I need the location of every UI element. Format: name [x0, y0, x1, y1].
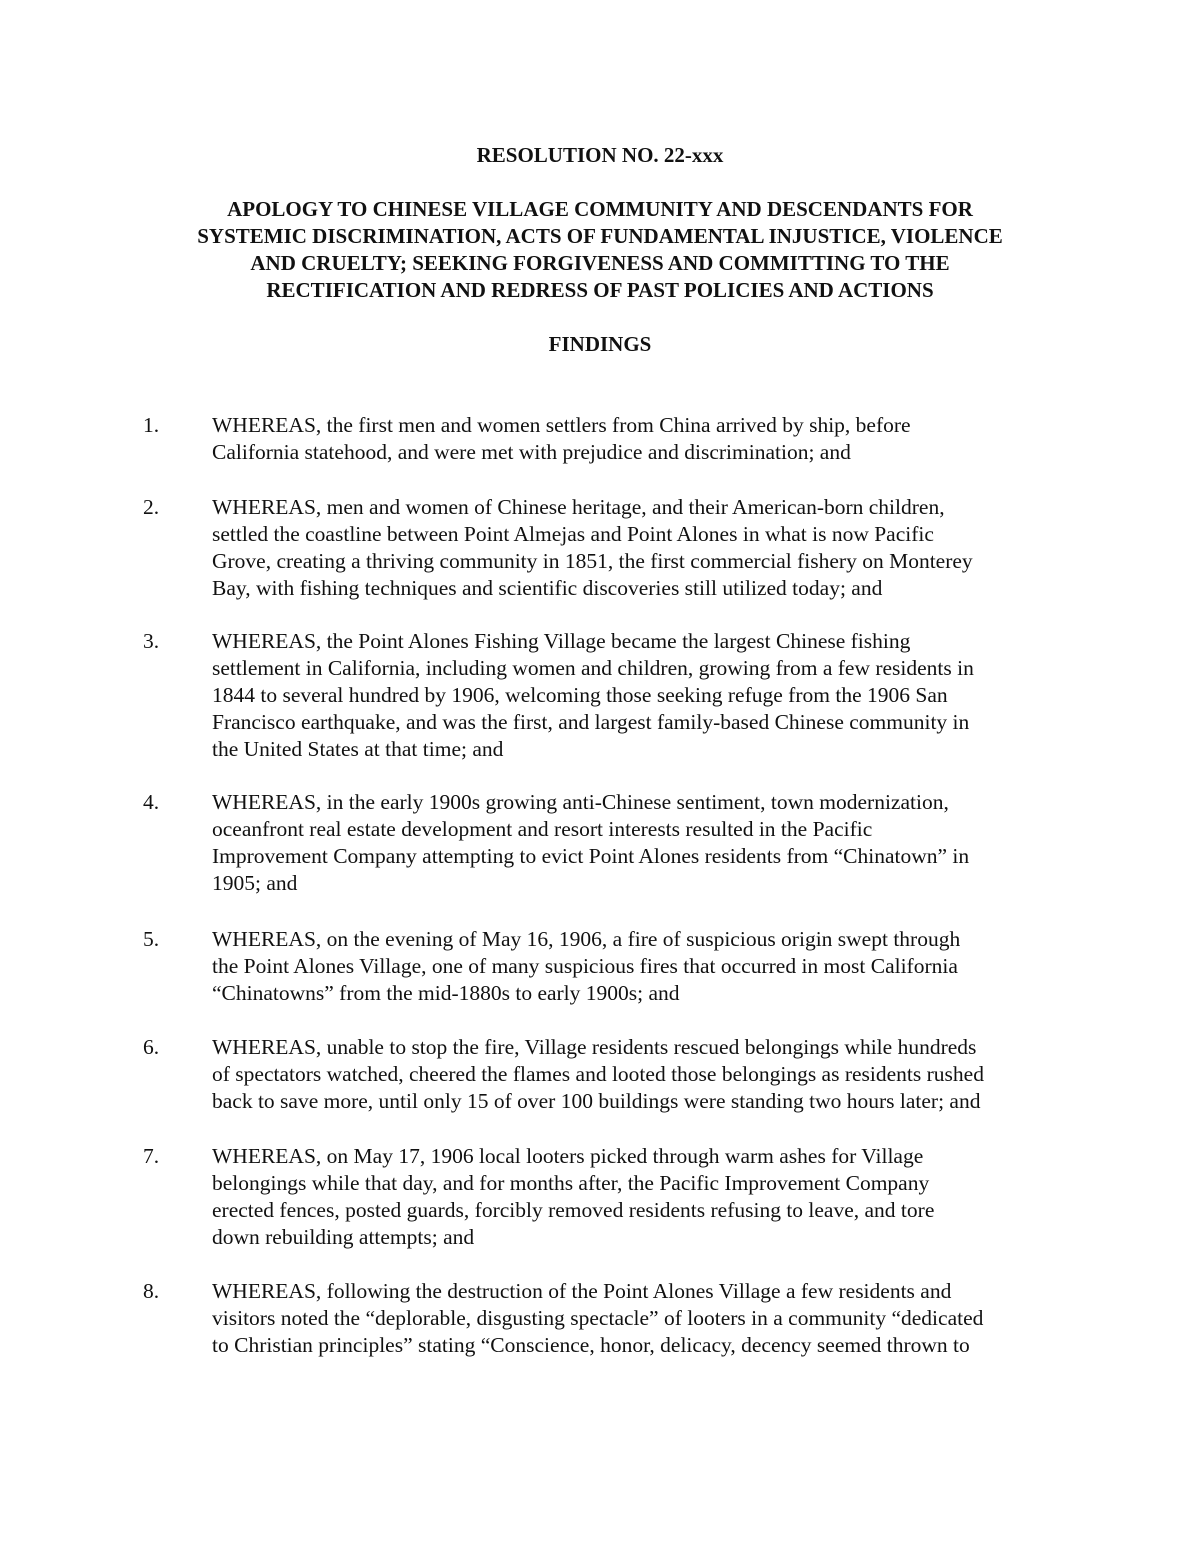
finding-line: Francisco earthquake, and was the first, and largest family-based Chinese community in	[212, 710, 970, 734]
finding-number: 4.	[143, 790, 160, 814]
finding-line: the Point Alones Village, one of many suspicious fires that occurred in most California	[212, 954, 958, 978]
finding-text	[212, 1034, 984, 1115]
finding-number: 8.	[143, 1279, 160, 1303]
finding-line: Grove, creating a thriving community in 1851, the first commercial fishery on Monterey	[212, 549, 973, 573]
finding-line: 1905; and	[212, 871, 298, 895]
finding-line: WHEREAS, in the early 1900s growing anti-Chinese sentiment, town modernization,	[212, 790, 949, 814]
finding-line: back to save more, until only 15 of over 100 buildings were standing two hours later; and	[212, 1089, 981, 1113]
finding-line: settlement in California, including women and children, growing from a few residents in	[212, 656, 974, 680]
finding-text	[212, 789, 969, 897]
finding-line: WHEREAS, following the destruction of the Point Alones Village a few residents and	[212, 1279, 952, 1303]
finding-line: down rebuilding attempts; and	[212, 1225, 475, 1249]
finding-text	[212, 1143, 934, 1251]
finding-text	[212, 412, 911, 466]
title-line: SYSTEMIC DISCRIMINATION, ACTS OF FUNDAMENTAL INJUSTICE, VIOLENCE	[197, 224, 1003, 248]
finding-line: erected fences, posted guards, forcibly removed residents refusing to leave, and tore	[212, 1198, 935, 1222]
finding-line: “Chinatowns” from the mid-1880s to early 1900s; and	[212, 981, 680, 1005]
title-line: RECTIFICATION AND REDRESS OF PAST POLICIES AND ACTIONS	[266, 278, 934, 302]
finding-line: to Christian principles” stating “Conscience, honor, delicacy, decency seemed thrown to	[212, 1333, 970, 1357]
finding-line: 1844 to several hundred by 1906, welcoming those seeking refuge from the 1906 San	[212, 683, 948, 707]
title-line: APOLOGY TO CHINESE VILLAGE COMMUNITY AND DESCENDANTS FOR	[227, 197, 973, 221]
finding-text	[212, 494, 973, 602]
findings-heading: FINDINGS	[548, 332, 652, 356]
finding-number: 6.	[143, 1035, 160, 1059]
finding-line: Bay, with fishing techniques and scientific discoveries still utilized today; and	[212, 576, 883, 600]
finding-line: WHEREAS, the Point Alones Fishing Village became the largest Chinese fishing	[212, 629, 911, 653]
title-line: AND CRUELTY; SEEKING FORGIVENESS AND COMMITTING TO THE	[250, 251, 950, 275]
finding-text	[212, 926, 960, 1007]
resolution-number: RESOLUTION NO. 22-xxx	[476, 143, 724, 167]
finding-line: belongings while that day, and for months after, the Pacific Improvement Company	[212, 1171, 930, 1195]
finding-line: settled the coastline between Point Almejas and Point Alones in what is now Pacific	[212, 522, 934, 546]
finding-line: WHEREAS, men and women of Chinese heritage, and their American-born children,	[212, 495, 945, 519]
finding-line: California statehood, and were met with prejudice and discrimination; and	[212, 440, 851, 464]
finding-line: WHEREAS, the first men and women settlers from China arrived by ship, before	[212, 413, 911, 437]
finding-number: 5.	[143, 927, 160, 951]
finding-line: Improvement Company attempting to evict Point Alones residents from “Chinatown” in	[212, 844, 970, 868]
finding-number: 7.	[143, 1144, 160, 1168]
finding-text	[212, 628, 974, 763]
finding-line: the United States at that time; and	[212, 737, 504, 761]
finding-number: 2.	[143, 495, 160, 519]
finding-number: 1.	[143, 413, 160, 437]
finding-line: visitors noted the “deplorable, disgusting spectacle” of looters in a community “dedicated	[212, 1306, 984, 1330]
finding-number: 3.	[143, 629, 160, 653]
finding-line: WHEREAS, unable to stop the fire, Village residents rescued belongings while hundreds	[212, 1035, 977, 1059]
finding-line: WHEREAS, on May 17, 1906 local looters picked through warm ashes for Village	[212, 1144, 924, 1168]
finding-text	[212, 1278, 983, 1359]
finding-line: oceanfront real estate development and resort interests resulted in the Pacific	[212, 817, 873, 841]
finding-line: WHEREAS, on the evening of May 16, 1906, a fire of suspicious origin swept through	[212, 927, 961, 951]
finding-line: of spectators watched, cheered the flames and looted those belongings as residents rushed	[212, 1062, 984, 1086]
